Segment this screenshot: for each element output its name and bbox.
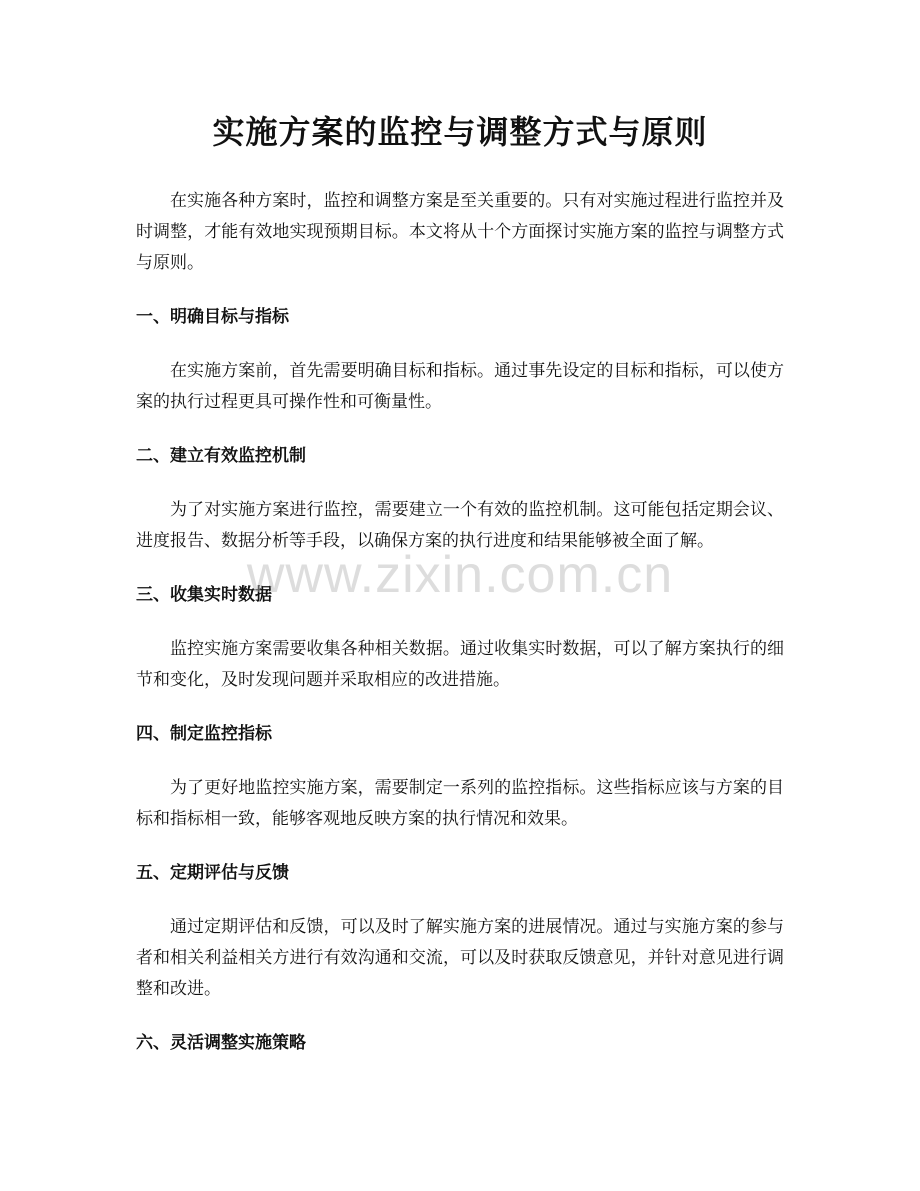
- section-1: [136, 302, 784, 418]
- section-body: 在实施方案前，首先需要明确目标和指标。通过事先设定的目标和指标，可以使方案的执行过程更具可操作性和可衡量性。: [136, 361, 784, 412]
- section-body: 监控实施方案需要收集各种相关数据。通过收集实时数据，可以了解方案执行的细节和变化，及时发现问题并采取相应的改进措施。: [136, 639, 784, 690]
- section-heading: 六、灵活调整实施策略: [136, 1033, 306, 1053]
- section-body: 为了对实施方案进行监控，需要建立一个有效的监控机制。这可能包括定期会议、进度报告、数据分析等手段，以确保方案的执行进度和结果能够被全面了解。: [136, 500, 784, 551]
- section-5: [136, 858, 784, 1005]
- watermark-text: www.zixin.com.cn: [246, 546, 674, 604]
- document-title: 实施方案的监控与调整方式与原则: [212, 113, 708, 151]
- section-6: [136, 1028, 784, 1059]
- section-2: [136, 441, 784, 557]
- section-heading: 三、收集实时数据: [136, 585, 272, 605]
- section-4: [136, 719, 784, 835]
- section-3: [136, 580, 784, 696]
- section-heading: 一、明确目标与指标: [136, 307, 289, 327]
- section-body: 通过定期评估和反馈，可以及时了解实施方案的进展情况。通过与实施方案的参与者和相关利益相关方进行有效沟通和交流，可以及时获取反馈意见，并针对意见进行调整和改进。: [136, 917, 784, 999]
- section-heading: 二、建立有效监控机制: [136, 446, 306, 466]
- section-heading: 五、定期评估与反馈: [136, 863, 289, 883]
- section-heading: 四、制定监控指标: [136, 724, 272, 744]
- intro-paragraph: 在实施各种方案时，监控和调整方案是至关重要的。只有对实施过程进行监控并及时调整，才能有效地实现预期目标。本文将从十个方面探讨实施方案的监控与调整方式与原则。: [136, 191, 784, 273]
- section-body: 为了更好地监控实施方案，需要制定一系列的监控指标。这些指标应该与方案的目标和指标相一致，能够客观地反映方案的执行情况和效果。: [136, 778, 784, 829]
